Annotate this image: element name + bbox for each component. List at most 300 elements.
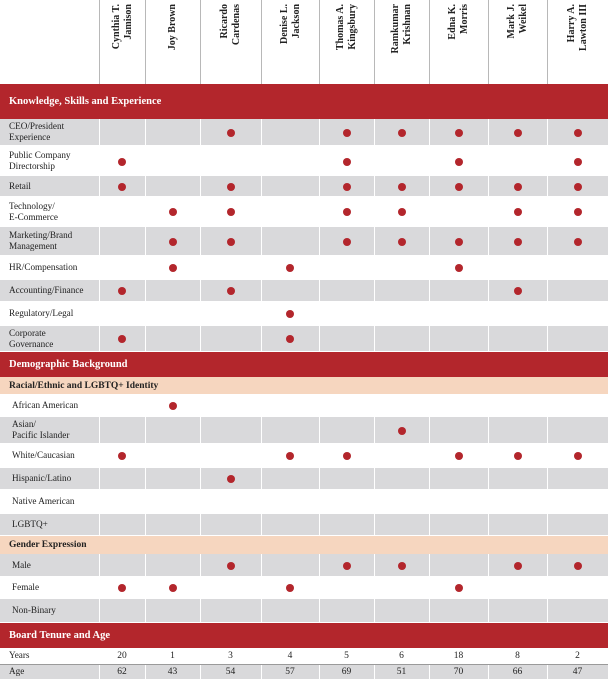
column-divider [261, 648, 262, 664]
table-cell-value: 4 [287, 651, 293, 661]
column-divider [488, 664, 489, 680]
filled-circle-dot-icon [343, 452, 351, 460]
column-divider [200, 119, 201, 146]
filled-circle-dot-icon [514, 562, 522, 570]
column-divider [488, 468, 489, 490]
column-divider [319, 554, 320, 577]
matrix-row [0, 417, 608, 444]
column-divider [547, 514, 548, 536]
column-divider [200, 490, 201, 514]
row-label: Accounting/Finance [9, 285, 84, 295]
filled-circle-dot-icon [286, 335, 294, 343]
filled-circle-dot-icon [455, 264, 463, 272]
column-divider [145, 514, 146, 536]
column-divider [145, 394, 146, 417]
column-divider [99, 648, 100, 664]
column-divider [488, 280, 489, 302]
filled-circle-dot-icon [574, 208, 582, 216]
filled-circle-dot-icon [574, 129, 582, 137]
filled-circle-dot-icon [286, 310, 294, 318]
matrix-row [0, 444, 608, 468]
column-divider [547, 0, 548, 84]
column-divider [547, 326, 548, 352]
filled-circle-dot-icon [398, 238, 406, 246]
column-divider [547, 280, 548, 302]
director-name: Edna K. Morris [447, 4, 470, 40]
column-divider [200, 280, 201, 302]
column-divider [319, 147, 320, 176]
row-label: Asian/ Pacific Islander [12, 419, 70, 440]
column-divider [99, 280, 100, 302]
row-label: Age [9, 666, 25, 676]
row-label: LGBTQ+ [12, 519, 48, 529]
director-name: Cynthia T. Jamison [110, 4, 133, 50]
column-divider [261, 147, 262, 176]
column-divider [429, 514, 430, 536]
filled-circle-dot-icon [227, 238, 235, 246]
director-name: Ramkumar Krishnan [390, 4, 413, 54]
column-divider [99, 0, 100, 84]
column-divider [429, 664, 430, 680]
column-divider [547, 119, 548, 146]
column-divider [261, 577, 262, 599]
column-divider [547, 302, 548, 326]
column-divider [374, 490, 375, 514]
column-divider [429, 176, 430, 197]
column-divider [319, 648, 320, 664]
column-divider [374, 468, 375, 490]
director-name: Mark J. Weikel [506, 4, 529, 39]
table-cell-value: 66 [512, 667, 523, 677]
column-divider [99, 554, 100, 577]
column-divider [374, 554, 375, 577]
filled-circle-dot-icon [227, 562, 235, 570]
filled-circle-dot-icon [118, 183, 126, 191]
filled-circle-dot-icon [398, 183, 406, 191]
row-label: Native American [12, 496, 75, 506]
section-title: Board Tenure and Age [9, 630, 111, 641]
column-divider [547, 197, 548, 227]
column-divider [374, 302, 375, 326]
column-divider [429, 554, 430, 577]
column-divider [488, 0, 489, 84]
column-divider [374, 176, 375, 197]
column-divider [319, 468, 320, 490]
column-divider [374, 599, 375, 623]
table-cell-value: 1 [170, 651, 175, 661]
filled-circle-dot-icon [169, 264, 177, 272]
column-divider [547, 417, 548, 444]
column-divider [200, 577, 201, 599]
column-divider [488, 326, 489, 352]
column-divider [200, 664, 201, 680]
filled-circle-dot-icon [455, 584, 463, 592]
matrix-row [0, 554, 608, 577]
subsection-title: Racial/Ethnic and LGBTQ+ Identity [9, 380, 159, 391]
column-divider [374, 394, 375, 417]
column-divider [429, 197, 430, 227]
column-divider [547, 664, 548, 680]
filled-circle-dot-icon [118, 287, 126, 295]
column-divider [488, 147, 489, 176]
filled-circle-dot-icon [343, 238, 351, 246]
column-divider [145, 0, 146, 84]
row-label: Public Company Directorship [9, 150, 71, 171]
column-divider [547, 227, 548, 256]
column-divider [488, 490, 489, 514]
column-divider [429, 490, 430, 514]
subsection-header [0, 377, 608, 394]
column-divider [99, 197, 100, 227]
matrix-row [0, 197, 608, 227]
column-divider [374, 0, 375, 84]
column-divider [200, 514, 201, 536]
table-cell-value: 6 [399, 651, 404, 661]
column-divider [429, 147, 430, 176]
matrix-row [0, 176, 608, 197]
column-divider [200, 468, 201, 490]
column-divider [145, 227, 146, 256]
table-cell-value: 57 [285, 667, 295, 677]
filled-circle-dot-icon [398, 562, 406, 570]
column-divider [261, 444, 262, 468]
filled-circle-dot-icon [118, 584, 126, 592]
column-divider [145, 490, 146, 514]
column-divider [488, 577, 489, 599]
row-label: Non-Binary [12, 605, 56, 615]
column-divider [200, 444, 201, 468]
row-label: Regulatory/Legal [9, 308, 74, 318]
column-divider [374, 280, 375, 302]
matrix-row [0, 599, 608, 623]
column-divider [200, 394, 201, 417]
column-divider [429, 227, 430, 256]
column-divider [429, 326, 430, 352]
filled-circle-dot-icon [398, 427, 406, 435]
column-divider [319, 417, 320, 444]
column-divider [99, 176, 100, 197]
column-divider [145, 599, 146, 623]
matrix-row [0, 490, 608, 514]
column-divider [429, 256, 430, 280]
column-divider [261, 394, 262, 417]
column-divider [200, 147, 201, 176]
column-divider [488, 599, 489, 623]
column-divider [429, 394, 430, 417]
column-divider [319, 197, 320, 227]
director-name: Joy Brown [166, 4, 178, 51]
header-row [0, 0, 608, 84]
column-divider [319, 514, 320, 536]
column-divider [145, 197, 146, 227]
column-divider [488, 227, 489, 256]
column-divider [99, 514, 100, 536]
director-name: Ricardo Cardenas [219, 4, 242, 46]
column-divider [99, 394, 100, 417]
table-cell-value: 43 [167, 667, 178, 677]
column-divider [429, 468, 430, 490]
subsection-header [0, 536, 608, 554]
column-divider [261, 490, 262, 514]
filled-circle-dot-icon [574, 562, 582, 570]
column-divider [488, 514, 489, 536]
filled-circle-dot-icon [398, 129, 406, 137]
column-divider [374, 256, 375, 280]
row-label: Male [12, 559, 31, 570]
column-divider [429, 280, 430, 302]
column-divider [261, 514, 262, 536]
column-divider [374, 664, 375, 680]
filled-circle-dot-icon [227, 287, 235, 295]
table-cell-value: 5 [344, 651, 349, 661]
matrix-row [0, 394, 608, 417]
table-cell-value: 54 [225, 667, 236, 677]
row-label: Female [12, 582, 40, 592]
column-divider [99, 326, 100, 352]
column-divider [200, 302, 201, 326]
matrix-row [0, 302, 608, 326]
column-divider [488, 256, 489, 280]
column-divider [374, 326, 375, 352]
column-divider [99, 599, 100, 623]
matrix-row [0, 514, 608, 536]
filled-circle-dot-icon [514, 287, 522, 295]
column-divider [200, 599, 201, 623]
section-header [0, 84, 608, 119]
column-divider [200, 0, 201, 84]
filled-circle-dot-icon [169, 238, 177, 246]
table-cell-value: 2 [575, 651, 580, 661]
column-divider [429, 599, 430, 623]
column-divider [145, 302, 146, 326]
section-header [0, 623, 608, 648]
column-divider [261, 119, 262, 146]
matrix-row [0, 648, 608, 664]
filled-circle-dot-icon [227, 129, 235, 137]
matrix-row [0, 664, 608, 680]
column-divider [261, 554, 262, 577]
column-divider [319, 444, 320, 468]
filled-circle-dot-icon [169, 208, 177, 216]
filled-circle-dot-icon [574, 238, 582, 246]
filled-circle-dot-icon [343, 158, 351, 166]
filled-circle-dot-icon [574, 452, 582, 460]
column-divider [261, 302, 262, 326]
filled-circle-dot-icon [286, 584, 294, 592]
column-divider [200, 176, 201, 197]
column-divider [429, 577, 430, 599]
matrix-row [0, 256, 608, 280]
filled-circle-dot-icon [574, 158, 582, 166]
column-divider [488, 444, 489, 468]
matrix-row [0, 280, 608, 302]
filled-circle-dot-icon [574, 183, 582, 191]
column-divider [374, 648, 375, 664]
column-divider [99, 490, 100, 514]
column-divider [547, 176, 548, 197]
filled-circle-dot-icon [227, 475, 235, 483]
column-divider [261, 326, 262, 352]
column-divider [99, 468, 100, 490]
filled-circle-dot-icon [169, 584, 177, 592]
filled-circle-dot-icon [343, 562, 351, 570]
row-label: Corporate Governance [9, 327, 54, 349]
column-divider [547, 444, 548, 468]
column-divider [374, 197, 375, 227]
column-divider [99, 256, 100, 280]
column-divider [374, 147, 375, 176]
table-cell-value: 3 [228, 651, 233, 661]
column-divider [547, 147, 548, 176]
column-divider [429, 444, 430, 468]
column-divider [429, 119, 430, 146]
filled-circle-dot-icon [514, 183, 522, 191]
filled-circle-dot-icon [514, 129, 522, 137]
section-header [0, 352, 608, 377]
row-label: Hispanic/Latino [12, 473, 72, 483]
column-divider [261, 664, 262, 680]
column-divider [547, 468, 548, 490]
subsection-title: Gender Expression [9, 540, 87, 550]
column-divider [319, 0, 320, 84]
column-divider [99, 444, 100, 468]
row-label: White/Caucasian [12, 450, 75, 460]
column-divider [374, 577, 375, 599]
director-name: Denise L. Jackson [278, 4, 301, 44]
column-divider [374, 514, 375, 536]
filled-circle-dot-icon [455, 183, 463, 191]
column-divider [145, 326, 146, 352]
column-divider [319, 227, 320, 256]
row-divider [0, 664, 608, 665]
column-divider [319, 490, 320, 514]
row-label: African American [12, 399, 79, 410]
column-divider [99, 417, 100, 444]
column-divider [488, 197, 489, 227]
column-divider [99, 147, 100, 176]
column-divider [319, 326, 320, 352]
table-cell-value: 8 [515, 651, 520, 661]
row-label: Technology/ E-Commerce [9, 200, 58, 222]
column-divider [145, 147, 146, 176]
column-divider [319, 394, 320, 417]
matrix-row [0, 147, 608, 176]
matrix-row [0, 577, 608, 599]
column-divider [547, 554, 548, 577]
column-divider [488, 394, 489, 417]
filled-circle-dot-icon [398, 208, 406, 216]
filled-circle-dot-icon [118, 452, 126, 460]
column-divider [319, 599, 320, 623]
column-divider [99, 577, 100, 599]
column-divider [488, 648, 489, 664]
filled-circle-dot-icon [343, 129, 351, 137]
column-divider [261, 0, 262, 84]
column-divider [488, 302, 489, 326]
column-divider [145, 119, 146, 146]
column-divider [319, 302, 320, 326]
column-divider [261, 599, 262, 623]
column-divider [261, 468, 262, 490]
table-cell-value: 47 [572, 667, 583, 677]
column-divider [319, 176, 320, 197]
table-cell-value: 20 [117, 651, 127, 661]
table-cell-value: 51 [396, 667, 407, 677]
table-cell-value: 69 [341, 667, 352, 677]
filled-circle-dot-icon [118, 158, 126, 166]
director-name: Thomas A. Kingsbury [335, 4, 358, 51]
section-title: Knowledge, Skills and Experience [9, 96, 162, 107]
filled-circle-dot-icon [227, 208, 235, 216]
filled-circle-dot-icon [514, 238, 522, 246]
column-divider [145, 280, 146, 302]
filled-circle-dot-icon [343, 183, 351, 191]
column-divider [200, 417, 201, 444]
column-divider [319, 664, 320, 680]
matrix-row [0, 326, 608, 352]
filled-circle-dot-icon [286, 452, 294, 460]
column-divider [200, 326, 201, 352]
column-divider [374, 227, 375, 256]
column-divider [200, 227, 201, 256]
column-divider [374, 119, 375, 146]
column-divider [547, 256, 548, 280]
column-divider [99, 302, 100, 326]
filled-circle-dot-icon [455, 158, 463, 166]
column-divider [99, 227, 100, 256]
column-divider [261, 197, 262, 227]
column-divider [145, 468, 146, 490]
filled-circle-dot-icon [455, 238, 463, 246]
director-name: Harry A. Lawton III [566, 4, 589, 51]
column-divider [145, 256, 146, 280]
matrix-row [0, 468, 608, 490]
column-divider [429, 302, 430, 326]
column-divider [429, 648, 430, 664]
column-divider [99, 119, 100, 146]
column-divider [319, 280, 320, 302]
column-divider [488, 554, 489, 577]
column-divider [547, 394, 548, 417]
column-divider [261, 227, 262, 256]
filled-circle-dot-icon [227, 183, 235, 191]
column-divider [261, 280, 262, 302]
column-divider [99, 664, 100, 680]
filled-circle-dot-icon [286, 264, 294, 272]
filled-circle-dot-icon [514, 452, 522, 460]
filled-circle-dot-icon [169, 402, 177, 410]
filled-circle-dot-icon [118, 335, 126, 343]
column-divider [547, 599, 548, 623]
column-divider [145, 176, 146, 197]
column-divider [145, 577, 146, 599]
filled-circle-dot-icon [343, 208, 351, 216]
column-divider [261, 417, 262, 444]
column-divider [145, 417, 146, 444]
column-divider [547, 490, 548, 514]
column-divider [374, 417, 375, 444]
filled-circle-dot-icon [455, 129, 463, 137]
column-divider [488, 176, 489, 197]
row-label: HR/Compensation [9, 262, 78, 272]
table-cell-value: 62 [117, 667, 127, 677]
column-divider [200, 554, 201, 577]
section-title: Demographic Background [9, 359, 128, 370]
column-divider [429, 0, 430, 84]
column-divider [261, 176, 262, 197]
column-divider [261, 256, 262, 280]
column-divider [200, 648, 201, 664]
